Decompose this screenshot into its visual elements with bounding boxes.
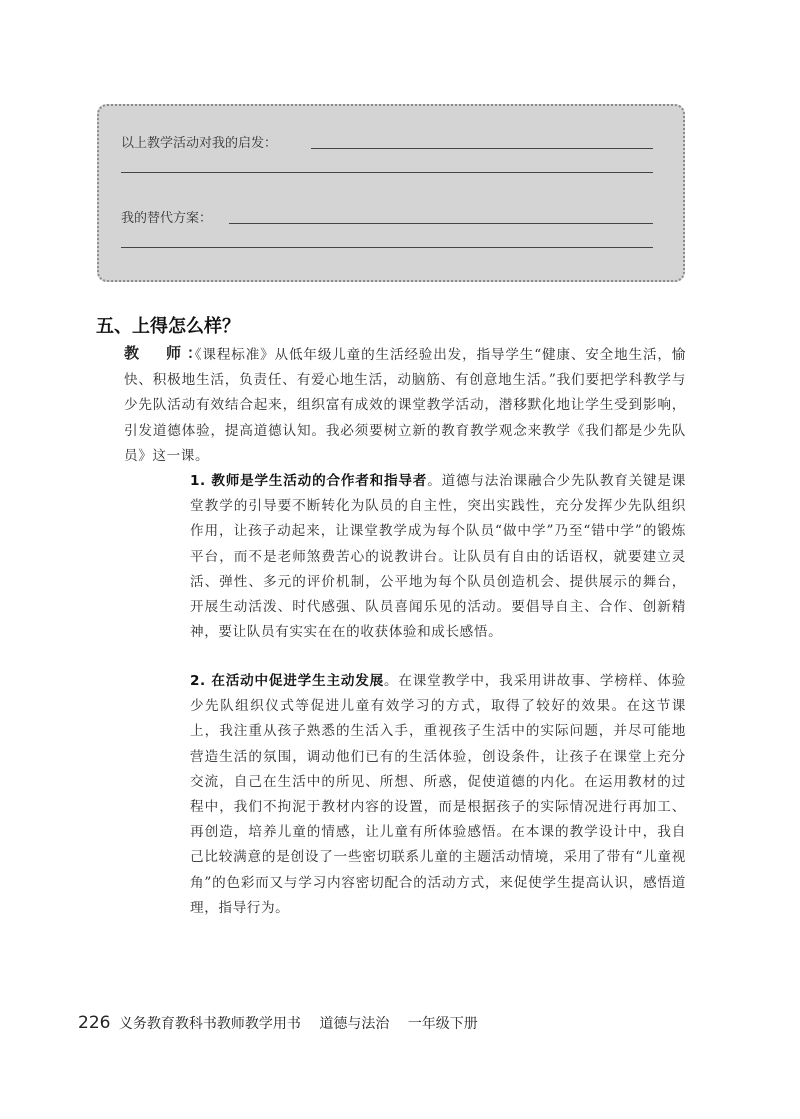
point-two-title: 2. 在活动中促进学生主动发展	[190, 673, 385, 689]
reflection-box	[97, 104, 685, 282]
speaker-label: 教 师：	[124, 344, 209, 362]
page-footer	[78, 1013, 478, 1033]
intro-paragraph: 《课程标准》从低年级儿童的生活经验出发，指导学生“健康、安全地生活，愉快、积极地生活，负责任、有爱心地生活，动脑筋、有创意地生活。”我们要把学科教学与少先队活动有效结合起来，组织富有成效的课堂教学活动，潜移默化地让学生受到影响，引发道德体验，提高道德认知。我必须要树立新的教育教学观念来教学《我们都是少先队员》这一课。	[124, 347, 686, 464]
inspiration-blank-line-2[interactable]	[121, 172, 653, 173]
alternative-label: 我的替代方案：	[121, 211, 213, 226]
point-one-body: 。道德与法治课融合少先队教育关键是课堂教学的引导要不断转化为队员的自主性，突出实践性，充分发挥少先队组织作用，让孩子动起来，让课堂教学成为每个队员“做中学”乃至“错中学”的锻炼平台，而不是老师煞费苦心的说教讲台。让队员有自由的话语权，就要建立灵活、弹性、多元的评价机制，公平地为每个队员创造机会、提供展示的舞台，开展生动活泼、时代感强、队员喜闻乐见的活动。要倡导自主、合作、创新精神，要让队员有实实在在的收获体验和成长感悟。	[190, 473, 686, 641]
footer-grade: 一年级下册	[407, 1016, 478, 1032]
footer-series: 义务教育教科书教师教学用书	[118, 1016, 301, 1032]
alternative-blank-line-2[interactable]	[121, 247, 653, 248]
inspiration-label: 以上教学活动对我的启发：	[121, 136, 278, 151]
footer-subject: 道德与法治	[319, 1016, 390, 1032]
page-number: 226	[78, 1013, 111, 1033]
inspiration-blank-line-1[interactable]	[311, 148, 653, 149]
section-heading: 五、上得怎么样？	[96, 316, 240, 337]
point-two-paragraph	[190, 669, 686, 921]
point-one-paragraph	[190, 469, 686, 645]
point-two-body: 。在课堂教学中，我采用讲故事、学榜样、体验少先队组织仪式等促进儿童有效学习的方式，取得了较好的效果。在这节课上，我注重从孩子熟悉的生活入手，重视孩子生活中的实际问题，并尽可能地营造生活的氛围，调动他们已有的生活体验，创设条件，让孩子在课堂上充分交流，自己在生活中的所见、所想、所惑，促使道德的内化。在运用教材的过程中，我们不拘泥于教材内容的设置，而是根据孩子的实际情况进行再加工、再创造，培养儿童的情感，让儿童有所体验感悟。在本课的教学设计中，我自己比较满意的是创设了一些密切联系儿童的主题活动情境，采用了带有“儿童视角”的色彩而又与学习内容密切配合的活动方式，来促使学生提高认识，感悟道理，指导行为。	[190, 673, 686, 916]
alternative-blank-line-1[interactable]	[229, 223, 653, 224]
point-one-title: 1. 教师是学生活动的合作者和指导者	[190, 473, 428, 489]
